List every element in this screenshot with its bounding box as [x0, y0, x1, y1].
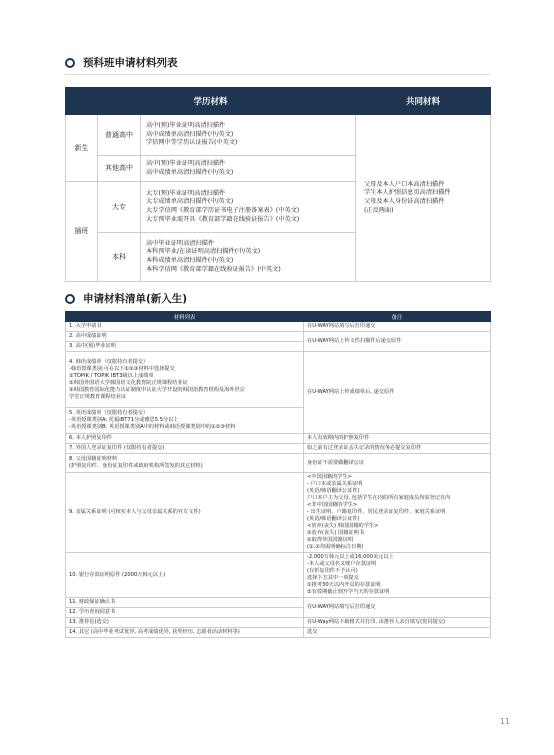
table-row [66, 444, 491, 454]
item-cell [66, 408, 304, 434]
table-row [66, 332, 491, 342]
note-text: 选交 [307, 629, 318, 635]
category-transfer: 插班 [66, 182, 98, 282]
note-text: 身份证不需要做翻译公证 [307, 459, 365, 466]
note-text: 在U-Way网站下载格式并打印, 由推荐人亲自填写(密封提交) [307, 619, 445, 625]
item-cell [66, 352, 304, 408]
item-text: ③韩国教育国际化能力认证制度中认证大学开设的韩国语教育机构及海外世宗 [69, 386, 245, 393]
item-text: ①TOPIK / TOPIK IBT3级以上成绩单 [69, 372, 154, 379]
subcategory-other-high: 其他高中 [98, 156, 141, 182]
note-text: 在U-WAY网站填写后打印递交 [307, 323, 376, 329]
item-cell [66, 598, 304, 608]
item-text: 2. 高中成绩证明 [69, 333, 107, 339]
materials-table [65, 87, 491, 282]
item-text: 4. 韩语成绩单（仅限持有者提交） [69, 358, 149, 365]
item-cell [66, 342, 304, 352]
subcategory-undergrad: 本科 [98, 233, 141, 282]
table-row [66, 553, 491, 598]
header-common: 共同材料 [356, 88, 491, 115]
note-cell [304, 598, 491, 618]
section-title: 预科班申请材料列表 [83, 57, 178, 69]
item-cell [66, 628, 304, 638]
note-text: 选择下方其中一项提交 [307, 575, 359, 581]
item-text: (护照复印件、身份证复印件或政府机构所签发的其它材料) [69, 463, 203, 469]
note-text: -本人或父母名义账户存款证明 [307, 561, 377, 567]
header-academic: 学历材料 [66, 88, 356, 115]
item-cell [66, 444, 304, 454]
note-cell [304, 618, 491, 628]
item-text: 学堂正规教育课程结业证 [69, 393, 127, 400]
note-text: 户口本户主为父母, 包括学生在内的所有家庭成员均需登记在内 [307, 495, 451, 501]
note-cell [304, 434, 491, 444]
section-divider [65, 74, 490, 75]
checklist-table-header [66, 312, 491, 322]
note-text: 在U-WAY网站上传文件扫描件后递交原件 [307, 338, 402, 344]
section-heading-materials-list [65, 55, 178, 70]
item-text: 13. 推荐信(选交) [69, 619, 109, 625]
note-text: - 出生证明、户籍复印件、居民登录证复印件、家庭关系证明 [307, 509, 446, 515]
item-text: 12. 学历查询同意书 [69, 609, 116, 615]
list-item: 本科预毕业/在读证明高清扫描件(中/英文) [146, 248, 261, 256]
list-item: 本科学信网《教育部学籍在线验证报告》(中英文) [146, 265, 281, 273]
list-item: 大专预毕业需开具《教育部学籍在线验证报告》(中英文) [146, 215, 300, 223]
note-cell [304, 332, 491, 352]
section-title: 申请材料清单(新入生) [83, 293, 188, 305]
item-text: 7. 外国人登录证复印件 (仅限持有者提交) [69, 445, 165, 451]
item-cell [66, 454, 304, 473]
note-text: <非中国国籍的学生> [307, 502, 358, 508]
subcategory-college: 大专 [98, 182, 141, 233]
checklist-table [65, 311, 491, 638]
note-text: (英语/韩语翻译公证件) [307, 516, 360, 522]
item-text: ②韩国外国语大学韩国语文化教育院正规课程结业证 [69, 379, 188, 386]
item-text: -英语授课类别A: 托福iBT71分或雅思5.5分以上 [69, 417, 179, 423]
table-row [66, 628, 491, 638]
note-text: <放弃(丧失) 韩国国籍的学生> [307, 523, 379, 529]
note-cell [304, 444, 491, 454]
item-cell [66, 434, 304, 444]
list-item: 高中毕业证明高清扫描件 [146, 239, 215, 247]
item-cell [66, 553, 304, 598]
table-row [66, 473, 491, 553]
materials-list [141, 115, 356, 156]
table-row [66, 352, 491, 408]
item-text: 9. 亲属关系证明 (可核实本人与父母亲属关系的官方文件) [69, 509, 201, 515]
common-materials [356, 115, 491, 282]
table-row [66, 454, 491, 473]
table-row [66, 322, 491, 332]
item-text: 10. 银行存款证明原件 (2000万韩元以上) [69, 571, 166, 578]
item-text: 8. 父母国籍证明材料 [69, 456, 118, 462]
item-cell [66, 322, 304, 332]
note-text: 在U-WAY网站上传成绩单后, 递交原件 [307, 389, 395, 395]
list-item: 本科成绩单高清扫描件(中/英文) [146, 257, 234, 264]
bullet-icon [65, 294, 75, 304]
note-cell [304, 628, 491, 638]
header-items: 材料列表 [66, 312, 304, 322]
materials-list [141, 233, 356, 282]
subcategory-regular-high: 普通高中 [98, 115, 141, 156]
note-cell [304, 322, 491, 332]
note-text: 在U-WAY网站填写后打印递交 [307, 604, 376, 610]
list-item: 高中成绩单高清扫描件(中/英文) [146, 130, 234, 138]
note-text: 本人有效期内的护照复印件 [307, 435, 370, 441]
note-cell [304, 352, 491, 434]
list-item: 高中(预)毕业证明高清扫描件 [146, 159, 226, 167]
table-row [66, 618, 491, 628]
header-notes: 备注 [304, 312, 491, 322]
note-cell [304, 473, 491, 553]
item-cell [66, 618, 304, 628]
item-text: -英语授课类别B: 英语授课类别A中的材料或韩语授课类别中的①②③材料 [69, 424, 236, 430]
list-item: 大专成绩单高清扫描件(中/英文) [146, 198, 234, 206]
note-text: ①推考30天以内开具的存款证明 [307, 582, 381, 588]
table-row [66, 115, 491, 156]
materials-table-header [66, 88, 491, 115]
table-row [66, 434, 491, 444]
materials-list [141, 156, 356, 182]
item-text: 14. 其它 (高中毕业考试优异, 高考成绩优异, 获奖经历, 志愿者活动材料等) [69, 629, 240, 635]
item-text: 5. 英语成绩单（仅限持有者提交） [69, 410, 149, 416]
list-item: 大专学信网《教育部学历证书电子注册备案表》(中英文) [146, 207, 300, 214]
bullet-icon [65, 58, 75, 68]
list-item: 高中(预)毕业证明高清扫描件 [146, 122, 226, 130]
item-cell [66, 473, 304, 553]
section-heading-checklist [65, 291, 187, 306]
item-cell [66, 332, 304, 342]
materials-list [141, 182, 356, 233]
note-text: -2,000万韩元以上或16,000美元以上 [307, 554, 394, 560]
note-text: <中国国籍的学生> [307, 474, 353, 480]
item-text: 6. 本人护照复印件 [69, 435, 112, 441]
note-text: (英语/韩语翻译公证件) [307, 488, 360, 494]
page-number: 11 [499, 717, 510, 726]
note-text: ②取得外国国籍证明 [307, 537, 354, 543]
note-cell [304, 553, 491, 598]
list-item: 学信网中等学历认证报告(中英文) [146, 139, 238, 147]
item-text: -韩语授课类别:可在以下①②③材料中选择提交 [69, 365, 175, 372]
note-text: - 户口本或亲属关系证明 [307, 481, 363, 487]
item-text: 11. 财政保证确认书 [69, 599, 116, 605]
note-text: ②有效期截止到开学当天的存款证明 [307, 589, 390, 595]
list-item: (正反两面) [364, 206, 394, 214]
item-text: 3. 高中(预)毕业证明 [69, 343, 116, 349]
note-text: (①,②均需明确标注日期) [307, 544, 364, 550]
note-text: (存折复印件不予认可) [307, 568, 358, 574]
note-text: ①放弃(丧失) 国籍证明书 [307, 530, 365, 536]
list-item: 父母及本人户口本高清扫描件 [364, 180, 445, 188]
note-text: 如之前有过登录证丢失记录的情况务必提交复印件 [307, 445, 422, 451]
item-cell [66, 608, 304, 618]
list-item: 学生本人护照信息页高清扫描件 [364, 189, 451, 197]
item-text: 1. 入学申请书 [69, 323, 102, 329]
list-item: 父母及本人身份证高清扫描件 [364, 198, 445, 205]
list-item: 高中成绩单高清扫描件(中/英文) [146, 168, 234, 176]
category-new: 新生 [66, 115, 98, 182]
table-row [66, 598, 491, 608]
list-item: 大专(预)毕业证明高清扫描件 [146, 189, 226, 197]
note-cell [304, 454, 491, 473]
